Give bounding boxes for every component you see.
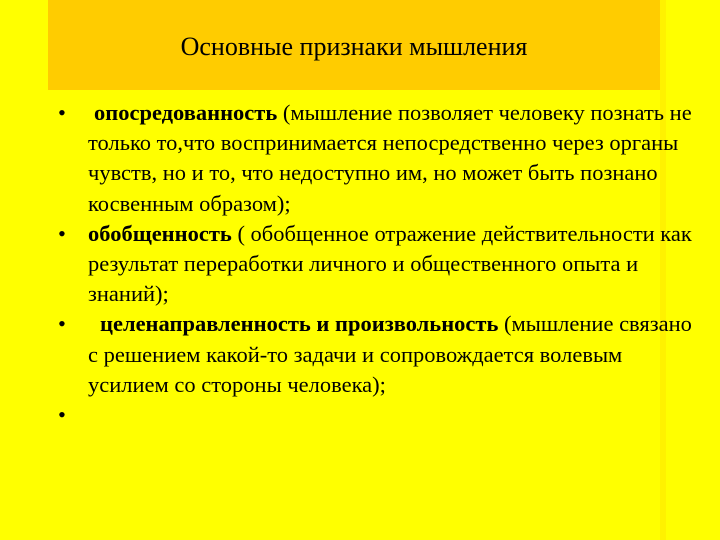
item-text: (мышление связано с решением какой-то задачи и сопровождается волевым усилием со стороны человека); bbox=[88, 311, 692, 397]
bullet-list bbox=[58, 98, 698, 430]
item-text: (мышление позволяет человеку познать не только то,что воспринимается непосредственно через органы чувств, но и то, что недоступно им, но может быть познано косвенным образом); bbox=[88, 100, 692, 216]
title-band bbox=[48, 0, 660, 90]
bullet-icon: • bbox=[58, 220, 66, 246]
term-mediation: опосредованность bbox=[94, 100, 278, 125]
list-item-empty bbox=[58, 400, 698, 430]
term-purposefulness: целенаправленность и произвольность bbox=[100, 311, 499, 337]
bullet-icon: • bbox=[58, 311, 66, 337]
list-item bbox=[58, 309, 698, 400]
bullet-icon: • bbox=[58, 100, 66, 125]
list-item bbox=[58, 219, 698, 310]
bullet-icon: • bbox=[58, 402, 66, 428]
slide-title: Основные признаки мышления bbox=[180, 32, 528, 61]
item-text: ( обобщенное отражение действительности как результат переработки личного и общественного опыта и знаний); bbox=[88, 220, 692, 307]
term-generalization: обобщенность bbox=[88, 220, 232, 246]
list-item bbox=[58, 98, 698, 219]
